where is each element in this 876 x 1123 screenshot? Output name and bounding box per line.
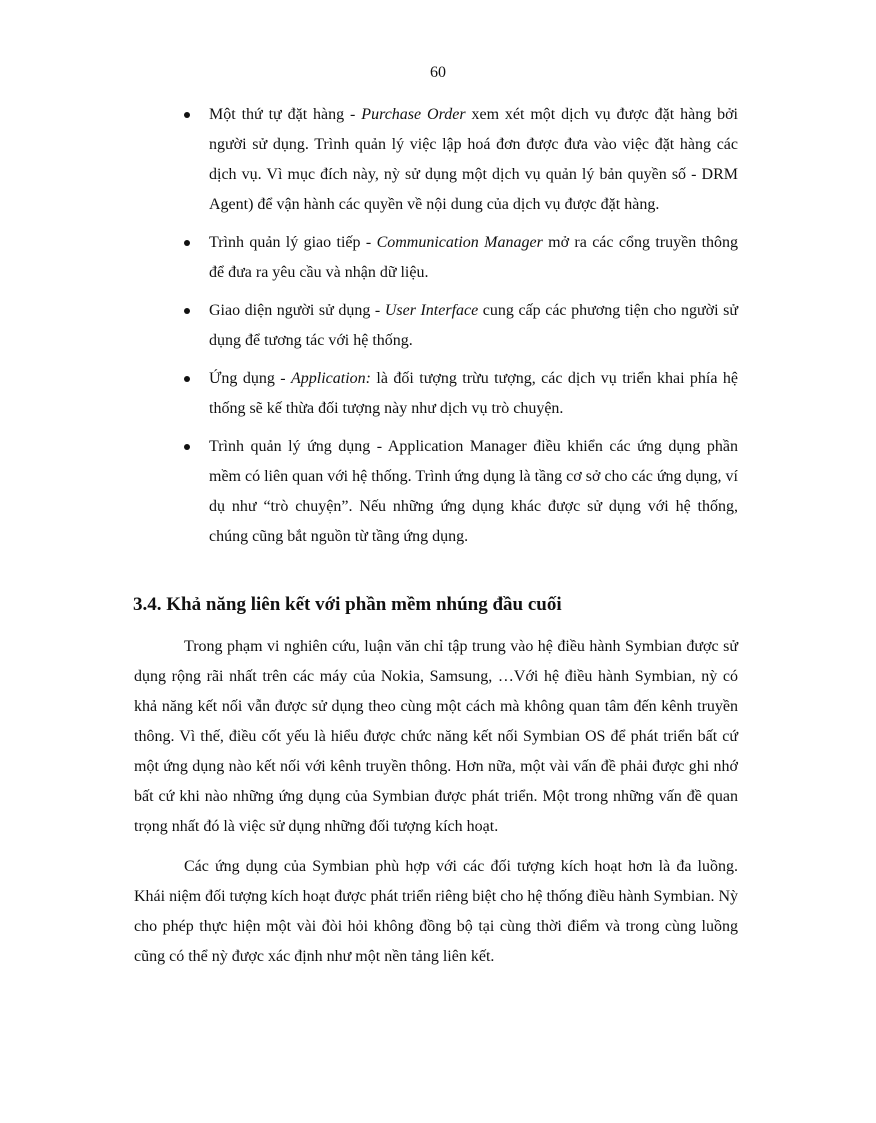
bullet-text: mở ra các cổng truyền thông để đưa ra yêu cầu và nhận dữ liệu. <box>209 234 739 281</box>
bullet-item-user-interface <box>209 296 738 356</box>
bullet-item-application <box>209 364 738 424</box>
bullet-term: Application: <box>291 370 371 387</box>
paragraph: Các ứng dụng của Symbian phù hợp với các đối tượng kích hoạt hơn là đa luồng. Khái niệm đối tượng kích hoạt được phát triển riêng biệt cho hệ thống điều hành Symbian. Nỳ cho phép thực hiện một vài đòi hỏi không đồng bộ tại cùng thời điểm và trong cùng luồng cũng có thể nỳ được xác định như một nền tảng liên kết. <box>134 858 738 965</box>
bullet-item-purchase-order <box>209 100 738 220</box>
bullet-dot-icon <box>184 376 190 382</box>
bullet-text: xem xét một dịch vụ được đặt hàng bởi người sử dụng. Trình quản lý việc lập hoá đơn được đưa vào việc đặt hàng các dịch vụ. Vì mục đích này, nỳ sử dụng một dịch vụ quản lý bản quyền số - DRM Agent) để vận hành các quyền về nội dung của dịch vụ được đặt hàng. <box>209 106 738 213</box>
bullet-text: Trình quản lý ứng dụng - Application Manager điều khiển các ứng dụng phần mềm có liên quan với hệ thống. Trình ứng dụng là tầng cơ sở cho các ứng dụng, ví dụ như “trò chuyện”. Nếu những ứng dụng khác được sử dụng với hệ thống, chúng cũng bắt nguồn từ tầng ứng dụng. <box>209 438 738 545</box>
bullet-term: Communication Manager <box>376 234 543 251</box>
bullet-term: Purchase Order <box>361 106 466 123</box>
bullet-text: cung cấp các phương tiện cho người sử dụng để tương tác với hệ thống. <box>209 302 739 349</box>
bullet-item-application-manager <box>209 432 738 552</box>
bullet-text: Trình quản lý giao tiếp - <box>209 234 377 251</box>
bullet-text: là đối tượng trừu tượng, các dịch vụ triển khai phía hệ thống sẽ kế thừa đối tượng này như dịch vụ trò chuyện. <box>209 370 738 417</box>
bullet-list <box>0 100 816 560</box>
bullet-dot-icon <box>184 444 190 450</box>
paragraph: Trong phạm vi nghiên cứu, luận văn chỉ tập trung vào hệ điều hành Symbian được sử dụng rộng rãi nhất trên các máy của Nokia, Samsung, …Với hệ điều hành Symbian, nỳ có khả năng kết nối vẫn được sử dụng theo cùng một cách mà không quan tâm đến kênh truyền thông. Vì thế, điều cốt yếu là hiểu được chức năng kết nối Symbian OS để phát triển bất cứ một ứng dụng nào kết nối với kênh truyền thông. Hơn nữa, một vài vấn đề phải được ghi nhớ bất cứ khi nào những ứng dụng của Symbian được phát triển. Một trong những vấn đề quan trọng nhất đó là việc sử dụng những đối tượng kích hoạt. <box>134 638 738 835</box>
bullet-dot-icon <box>184 240 190 246</box>
page-number: 60 <box>430 64 446 81</box>
bullet-item-communication-manager <box>209 228 738 288</box>
bullet-term: User Interface <box>384 302 479 319</box>
bullet-text: Giao diện người sử dụng - <box>209 302 385 319</box>
section-body <box>134 632 738 982</box>
bullet-text: Ứng dụng - <box>209 370 292 387</box>
bullet-dot-icon <box>184 308 190 314</box>
section-heading: 3.4. Khả năng liên kết với phần mềm nhúng đầu cuối <box>133 594 562 615</box>
bullet-dot-icon <box>184 112 190 118</box>
bullet-text: Một thứ tự đặt hàng - <box>209 106 362 123</box>
